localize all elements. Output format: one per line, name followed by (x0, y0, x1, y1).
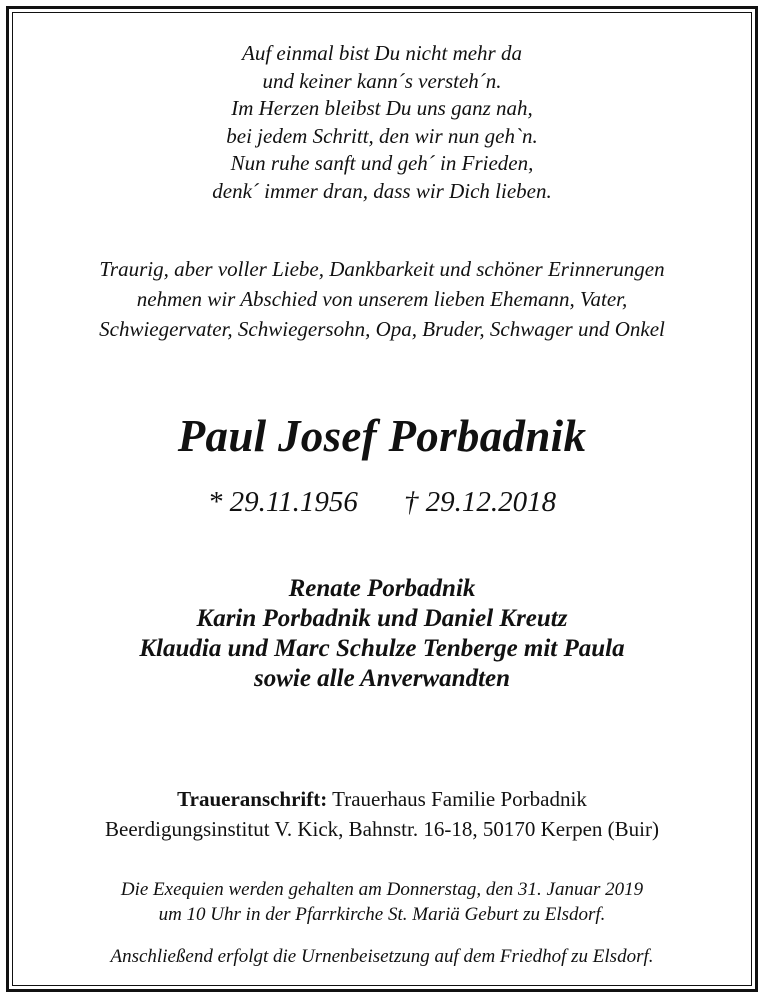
life-dates (14, 484, 750, 520)
address-value: Trauerhaus Familie Porbadnik (332, 787, 587, 811)
poem-line: bei jedem Schritt, den wir nun geh`n. (226, 123, 538, 148)
birth-date: * 29.11.1956 (207, 486, 358, 518)
farewell-line: nehmen wir Abschied von unserem lieben Ehemann, Vater, (136, 287, 628, 311)
mourner-line: Renate Porbadnik (288, 575, 476, 602)
poem-line: Nun ruhe sanft und geh´ in Frieden, (230, 151, 534, 175)
poem-line: Auf einmal bist Du nicht mehr da (242, 41, 522, 65)
death-date: † 29.12.2018 (403, 486, 557, 518)
burial-info: Anschließend erfolgt die Urnenbeisetzung auf dem Friedhof zu Elsdorf. (110, 946, 654, 967)
service-info (14, 877, 750, 927)
service-line: Die Exequien werden gehalten am Donnerstag, den 31. Januar 2019 (120, 879, 644, 900)
poem-line: und keiner kann´s versteh´n. (262, 68, 502, 93)
farewell-line: Schwiegervater, Schwiegersohn, Opa, Bruder, Schwager und Onkel (99, 317, 665, 341)
poem-line: denk´ immer dran, dass wir Dich lieben. (212, 178, 552, 203)
obituary-notice (14, 14, 750, 984)
mourner-line: sowie alle Anverwandten (253, 665, 511, 692)
poem-line: Im Herzen bleibst Du uns ganz nah, (231, 96, 533, 120)
address-line-1 (14, 784, 750, 814)
deceased-name: Paul Josef Porbadnik (177, 411, 587, 461)
mourning-address (14, 784, 750, 844)
mourners-list (14, 574, 750, 694)
farewell-text (14, 254, 750, 344)
service-line: um 10 Uhr in der Pfarrkirche St. Mariä Geburt zu Elsdorf. (158, 904, 606, 925)
farewell-line: Traurig, aber voller Liebe, Dankbarkeit und schöner Erinnerungen (99, 257, 665, 281)
mourner-line: Klaudia und Marc Schulze Tenberge mit Paula (139, 635, 625, 662)
memorial-poem (14, 40, 750, 205)
address-label: Traueranschrift: (177, 787, 328, 811)
address-line-2: Beerdigungsinstitut V. Kick, Bahnstr. 16-18, 50170 Kerpen (Buir) (105, 817, 659, 841)
mourner-line: Karin Porbadnik und Daniel Kreutz (196, 605, 568, 632)
